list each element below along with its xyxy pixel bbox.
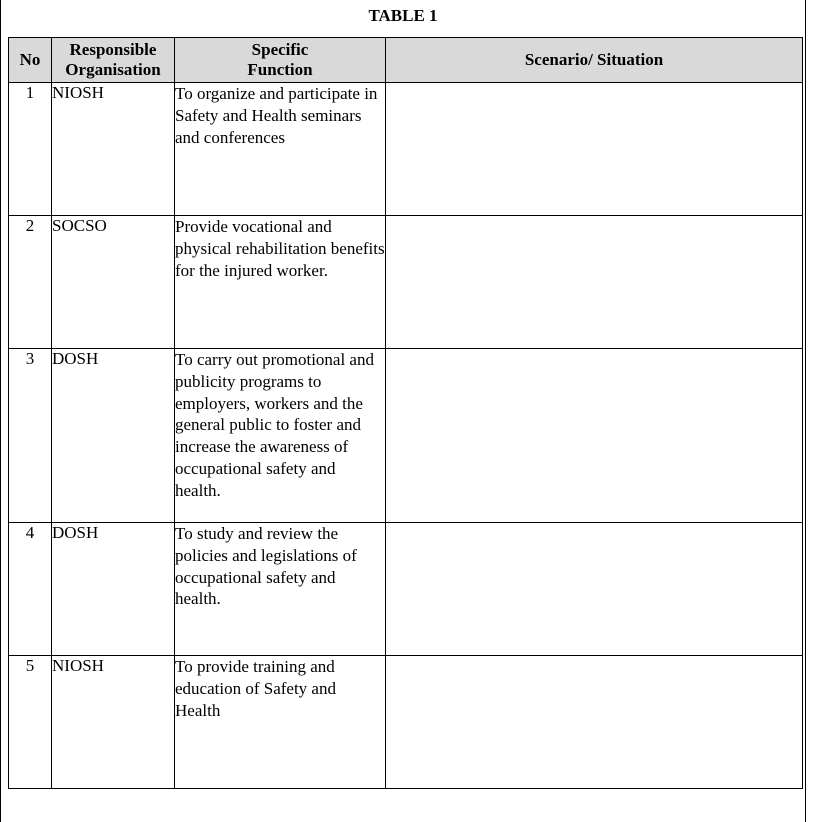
row-organisation: SOCSO [52,216,175,349]
row-number: 5 [9,656,52,789]
row-function: To provide training and education of Safety and Health [175,656,386,789]
header-row [9,38,803,83]
row-function: Provide vocational and physical rehabilitation benefits for the injured worker. [175,216,386,349]
row-scenario-cell[interactable] [386,656,803,789]
row-organisation: DOSH [52,349,175,523]
row-scenario-cell[interactable] [386,349,803,523]
table-row [9,216,803,349]
row-organisation: NIOSH [52,656,175,789]
table-row [9,349,803,523]
row-function: To study and review the policies and legislations of occupational safety and health. [175,523,386,656]
row-scenario-cell[interactable] [386,83,803,216]
row-function: To organize and participate in Safety and Health seminars and conferences [175,83,386,216]
row-scenario-cell[interactable] [386,216,803,349]
row-number: 3 [9,349,52,523]
assignment-table [8,37,803,789]
row-scenario-cell[interactable] [386,523,803,656]
header-scenario: Scenario/ Situation [386,38,803,83]
header-function: Specific Function [175,38,386,83]
table-row [9,523,803,656]
row-organisation: NIOSH [52,83,175,216]
table-row [9,656,803,789]
header-no: No [9,38,52,83]
table-title: TABLE 1 [368,6,438,25]
row-function: To carry out promotional and publicity programs to employers, workers and the general public to foster and increase the awareness of occupational safety and health. [175,349,386,523]
header-organisation: Responsible Organisation [52,38,175,83]
row-number: 1 [9,83,52,216]
table-row [9,83,803,216]
row-number: 4 [9,523,52,656]
row-number: 2 [9,216,52,349]
row-organisation: DOSH [52,523,175,656]
